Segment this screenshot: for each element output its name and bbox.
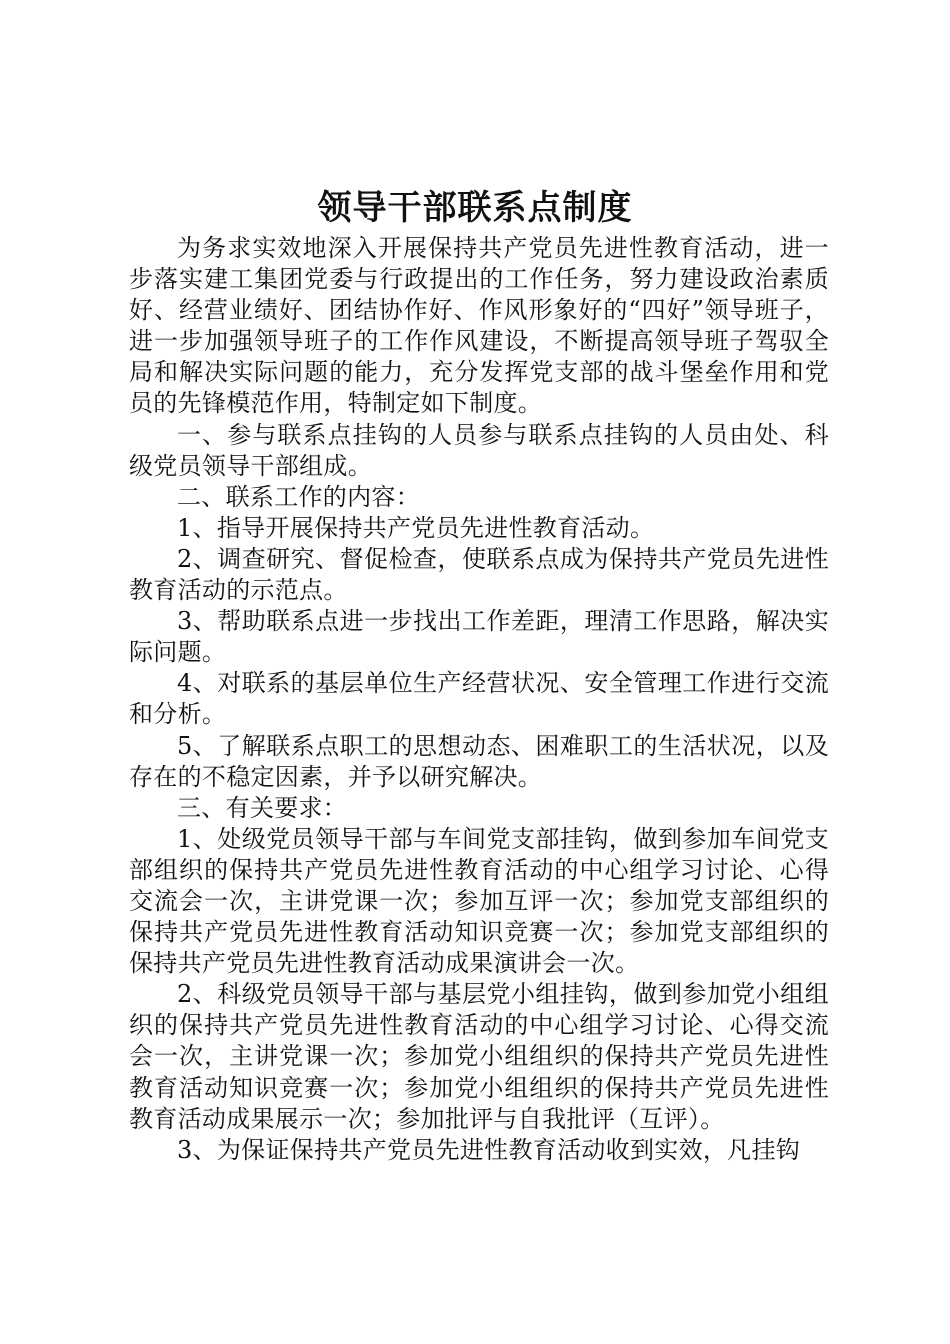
document-body — [129, 233, 829, 1166]
paragraph-item-2-1: 1、指导开展保持共产党员先进性教育活动。 — [177, 513, 655, 542]
paragraph-item-3-2: 2、科级党员领导干部与基层党小组挂钩，做到参加党小组组织的保持共产党员先进性教育活动的中心组学习讨论、心得交流会一次，主讲党课一次；参加党小组组织的保持共产党员先进性教育活动知识竞赛一次；参加党小组组织的保持共产党员先进性教育活动成果展示一次；参加批评与自我批评（互评）。 — [129, 980, 829, 1133]
paragraph-item-3-3: 3、为保证保持共产党员先进性教育活动收到实效，凡挂钩 — [177, 1135, 801, 1164]
paragraph-section-3-heading: 三、有关要求： — [177, 793, 348, 822]
paragraph-item-2-4: 4、对联系的基层单位生产经营状况、安全管理工作进行交流和分析。 — [129, 669, 829, 729]
paragraph-section-2-heading: 二、联系工作的内容： — [177, 482, 420, 511]
paragraph-item-2-5: 5、了解联系点职工的思想动态、困难职工的生活状况，以及存在的不稳定因素，并予以研究解决。 — [129, 731, 829, 791]
paragraph-item-3-1: 1、处级党员领导干部与车间党支部挂钩，做到参加车间党支部组织的保持共产党员先进性教育活动的中心组学习讨论、心得交流会一次，主讲党课一次；参加互评一次；参加党支部组织的保持共产党员先进性教育活动知识竞赛一次；参加党支部组织的保持共产党员先进性教育活动成果演讲会一次。 — [129, 824, 829, 978]
paragraph-item-2-3: 3、帮助联系点进一步找出工作差距，理清工作思路，解决实际问题。 — [129, 607, 829, 667]
paragraph-item-2-2: 2、调查研究、督促检查，使联系点成为保持共产党员先进性教育活动的示范点。 — [129, 544, 829, 605]
document-title: 领导干部联系点制度 — [317, 188, 633, 228]
paragraph-intro: 为务求实效地深入开展保持共产党员先进性教育活动，进一步落实建工集团党委与行政提出的工作任务，努力建设政治素质好、经营业绩好、团结协作好、作风形象好的“四好”领导班子，进一步加强领导班子的工作作风建设，不断提高领导班子驾驭全局和解决实际问题的能力，充分发挥党支部的战斗堡垒作用和党员的先锋模范作用，特制定如下制度。 — [129, 234, 829, 418]
paragraph-section-1: 一、参与联系点挂钩的人员参与联系点挂钩的人员由处、科级党员领导干部组成。 — [129, 420, 829, 480]
